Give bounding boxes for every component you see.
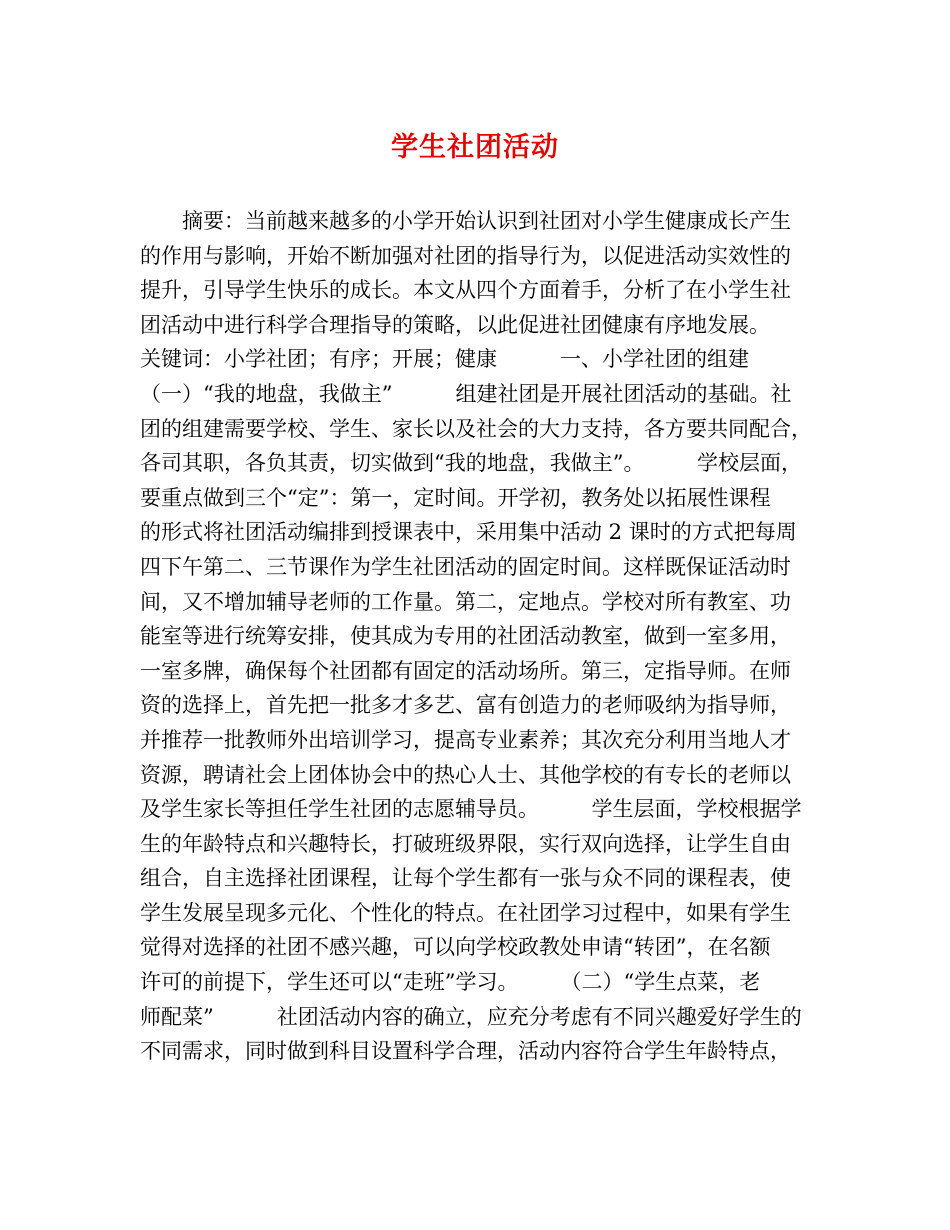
body-line: 并推荐一批教师外出培训学习，提高专业素养；其次充分利用当地人才 [140, 727, 791, 752]
body-line: 师配菜” 社团活动内容的确立，应充分考虑有不同兴趣爱好学生的 [140, 1004, 802, 1029]
body-line: 能室等进行统筹安排，使其成为专用的社团活动教室，做到一室多用， [140, 624, 791, 649]
body-line: 学生发展呈现多元化、个性化的特点。在社团学习过程中，如果有学生 [140, 900, 791, 925]
document-body [140, 204, 820, 1069]
body-line: 及学生家长等担任学生社团的志愿辅导员。 学生层面，学校根据学 [140, 797, 802, 822]
body-line: 摘要：当前越来越多的小学开始认识到社团对小学生健康成长产生 [140, 209, 791, 233]
body-line: 不同需求，同时做到科目设置科学合理，活动内容符合学生年龄特点， [140, 1039, 791, 1064]
body-line: 团活动中进行科学合理指导的策略，以此促进社团健康有序地发展。 [140, 312, 770, 337]
body-line: 各司其职，各负其责，切实做到“我的地盘，我做主”。 学校层面， [140, 451, 802, 476]
body-line: 的形式将社团活动编排到授课表中，采用集中活动 2 课时的方式把每周 [140, 520, 797, 545]
body-line: 资的选择上，首先把一批多才多艺、富有创造力的老师吸纳为指导师， [140, 693, 791, 718]
document-title: 学生社团活动 [391, 132, 559, 163]
body-line: 资源，聘请社会上团体协会中的热心人士、其他学校的有专长的老师以 [140, 762, 791, 787]
body-line: 组合，自主选择社团课程，让每个学生都有一张与众不同的课程表，使 [140, 866, 791, 891]
body-line: 许可的前提下，学生还可以“走班”学习。 （二）“学生点菜，老 [140, 970, 761, 995]
body-line: 四下午第二、三节课作为学生社团活动的固定时间。这样既保证活动时 [140, 554, 791, 579]
body-line: 觉得对选择的社团不感兴趣，可以向学校政教处申请“转团”，在名额 [140, 935, 771, 960]
body-line: 生的年龄特点和兴趣特长，打破班级界限，实行双向选择，让学生自由 [140, 831, 791, 856]
body-line: 的作用与影响，开始不断加强对社团的指导行为，以促进活动实效性的 [140, 243, 791, 268]
body-line: （一）“我的地盘，我做主” 组建社团是开展社团活动的基础。社 [140, 381, 792, 406]
body-line: 一室多牌，确保每个社团都有固定的活动场所。第三，定指导师。在师 [140, 658, 791, 683]
body-line: 要重点做到三个“定”：第一，定时间。开学初，教务处以拓展性课程 [140, 485, 771, 510]
body-line: 关键词：小学社团；有序；开展；健康 一、小学社团的组建 [140, 347, 749, 372]
body-line: 团的组建需要学校、学生、家长以及社会的大力支持，各方要共同配合， [140, 416, 812, 441]
body-line: 间，又不增加辅导老师的工作量。第二，定地点。学校对所有教室、功 [140, 589, 791, 614]
body-line: 提升，引导学生快乐的成长。本文从四个方面着手，分析了在小学生社 [140, 278, 791, 303]
